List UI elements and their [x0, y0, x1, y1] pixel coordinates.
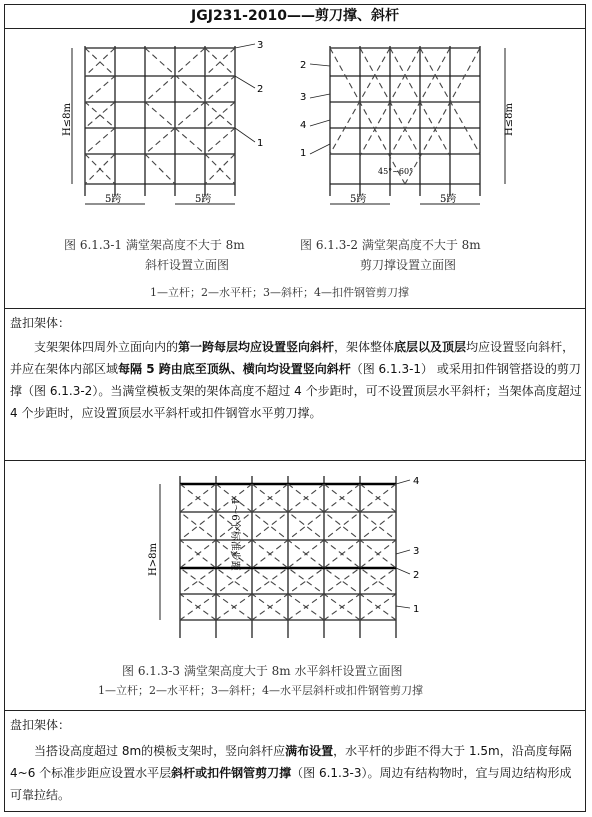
section-label: 盘扣架体：: [10, 718, 71, 732]
caption: 图 6.1.3-3 满堂架高度大于 8m 水平斜杆设置立面图: [122, 664, 403, 678]
text-run-bold: 每隔 5 跨由底至顶纵、横向均设置竖向斜杆: [118, 362, 351, 376]
svg-text:4: 4: [300, 120, 307, 131]
text-run-bold: 满布设置: [285, 744, 334, 758]
figure-6-1-3-1: [60, 36, 280, 216]
text-run: 当搭设高度超过 8m的模板支架时，竖向斜杆应: [34, 744, 286, 758]
text-run-bold: 底层以及顶层: [394, 340, 467, 354]
span-label: 5跨: [440, 194, 457, 205]
height-label: H≤8m: [504, 103, 515, 136]
svg-text:3: 3: [300, 92, 307, 103]
text-run: 均应设置竖向斜杆，并应在架体内部区域: [10, 340, 575, 376]
divider: [4, 710, 586, 711]
height-label: H≤8m: [62, 103, 73, 136]
span-label: 5跨: [195, 194, 212, 205]
caption: 斜杆设置立面图: [145, 258, 230, 272]
svg-text:1: 1: [300, 148, 307, 159]
svg-text:2: 2: [300, 60, 307, 71]
height-label: H>8m: [148, 543, 159, 576]
caption: 剪刀撑设置立面图: [360, 258, 457, 272]
divider: [4, 460, 586, 461]
svg-text:1: 1: [257, 138, 264, 149]
legend: 1—立杆；2—水平杆；3—斜杆；4—扣件钢管剪刀撑: [150, 286, 409, 299]
document-title: JGJ231-2010——剪刀撑、斜杆: [191, 8, 399, 24]
section-paragraph: [10, 336, 582, 424]
caption: 图 6.1.3-1 满堂架高度不大于 8m: [64, 238, 245, 252]
span-label: 5跨: [350, 194, 367, 205]
svg-text:3: 3: [413, 546, 420, 557]
span-label: 5跨: [105, 194, 122, 205]
divider: [4, 308, 586, 309]
legend: 1—立杆；2—水平杆；3—斜杆；4—水平层斜杆或扣件钢管剪刀撑: [98, 684, 423, 697]
text-run: （图 6.1.3-1） 或采用扣件钢管搭设的剪刀撑（图 6.1.3-2）。当满堂模板支架的架体高度不超过 4 个步距时，可不设置顶层水平斜杆；当架体高度超过 4 个步距时，应设置顶层水平斜杆或扣件钢管水平剪刀撑。: [10, 362, 582, 420]
svg-text:2: 2: [257, 84, 264, 95]
angle-label: 45°~60°: [378, 167, 414, 176]
figure-6-1-3-3: [130, 466, 450, 646]
svg-text:3: 3: [257, 40, 264, 51]
figure-6-1-3-2: [290, 36, 520, 216]
svg-text:1: 1: [413, 604, 420, 615]
svg-text:2: 2: [413, 570, 420, 581]
divider: [4, 28, 586, 29]
text-run-bold: 第一跨每层均应设置竖向斜杆: [178, 340, 335, 354]
caption: 图 6.1.3-2 满堂架高度不大于 8m: [300, 238, 481, 252]
text-run: ，架体整体: [334, 340, 395, 354]
text-run: （图 6.1.3-3）。周边有结构物时，宜与周边结构形成可靠拉结。: [10, 766, 572, 802]
text-run: 支架架体四周外立面向内的: [34, 340, 179, 354]
section-label: 盘扣架体：: [10, 316, 71, 330]
section-paragraph: [10, 740, 582, 806]
svg-text:4: 4: [413, 476, 420, 487]
vertical-note: 4～6个标准步距: [229, 498, 240, 571]
text-run: ，水平杆的步距不得大于 1.5m，沿高度每隔 4~6 个标准步距应设置水平层: [10, 744, 572, 780]
text-run-bold: 斜杆或扣件钢管剪刀撑: [171, 766, 292, 780]
